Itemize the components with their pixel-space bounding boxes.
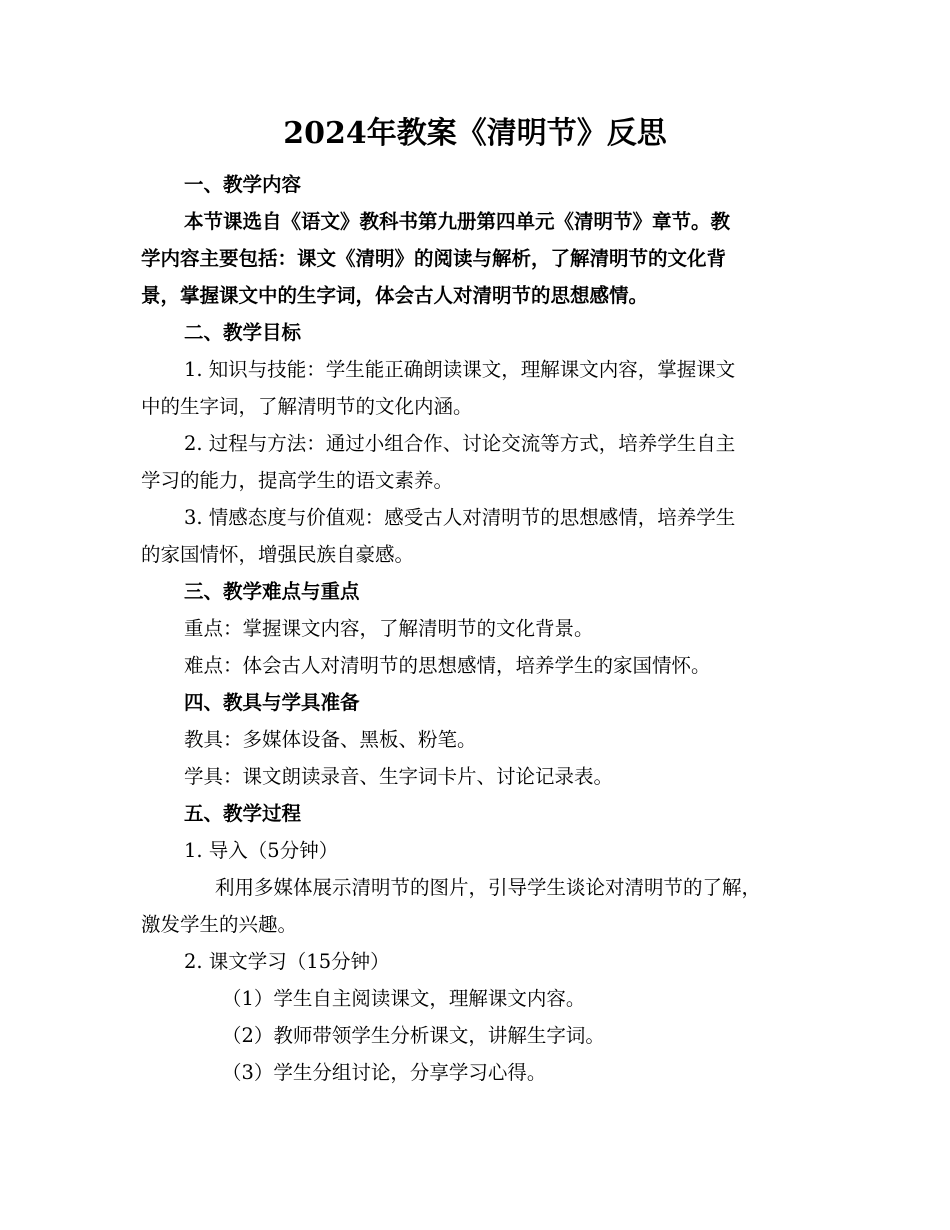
list-item-line: 学习的能力，提高学生的语文素养。 [141,469,454,492]
key-point-line: 重点：掌握课文内容，了解清明节的文化背景。 [184,617,594,640]
list-item-line: 中的生字词，了解清明节的文化内涵。 [141,395,473,418]
section-heading-process: 五、教学过程 [184,802,302,825]
list-item-line: 2. 过程与方法：通过小组合作、讨论交流等方式，培养学生自主 [184,432,736,455]
list-item-line: 的家国情怀，增强民族自豪感。 [141,543,415,566]
difficulty-line: 难点：体会古人对清明节的思想感情，培养学生的家国情怀。 [184,654,711,677]
section-heading-difficulties: 三、教学难点与重点 [184,580,360,603]
paragraph-line: 激发学生的兴趣。 [141,913,298,936]
sub-step-line: （1）学生自主阅读课文，理解课文内容。 [222,987,586,1010]
paragraph-line: 景，掌握课文中的生字词，体会古人对清明节的思想感情。 [141,284,649,307]
list-item-line: 3. 情感态度与价值观：感受古人对清明节的思想感情，培养学生 [184,506,736,529]
student-materials-line: 学具：课文朗读录音、生字词卡片、讨论记录表。 [184,765,614,788]
sub-step-line: （2）教师带领学生分析课文，讲解生字词。 [222,1024,605,1047]
paragraph-line: 学内容主要包括：课文《清明》的阅读与解析，了解清明节的文化背 [141,247,727,270]
sub-step-line: （3）学生分组讨论，分享学习心得。 [222,1061,547,1084]
section-heading-materials: 四、教具与学具准备 [184,691,360,714]
paragraph-line: 本节课选自《语文》教科书第九册第四单元《清明节》章节。教 [184,210,731,233]
document-title: 2024年教案《清明节》反思 [283,116,667,151]
section-heading-teaching-content: 一、教学内容 [184,173,302,196]
paragraph-line: 利用多媒体展示清明节的图片，引导学生谈论对清明节的了解， [215,876,762,899]
list-item-line: 1. 知识与技能：学生能正确朗读课文，理解课文内容，掌握课文 [184,358,736,381]
step-heading: 1. 导入（5分钟） [184,839,339,862]
section-heading-teaching-goals: 二、教学目标 [184,321,302,344]
step-heading: 2. 课文学习（15分钟） [184,950,390,973]
teacher-materials-line: 教具：多媒体设备、黑板、粉笔。 [184,728,477,751]
